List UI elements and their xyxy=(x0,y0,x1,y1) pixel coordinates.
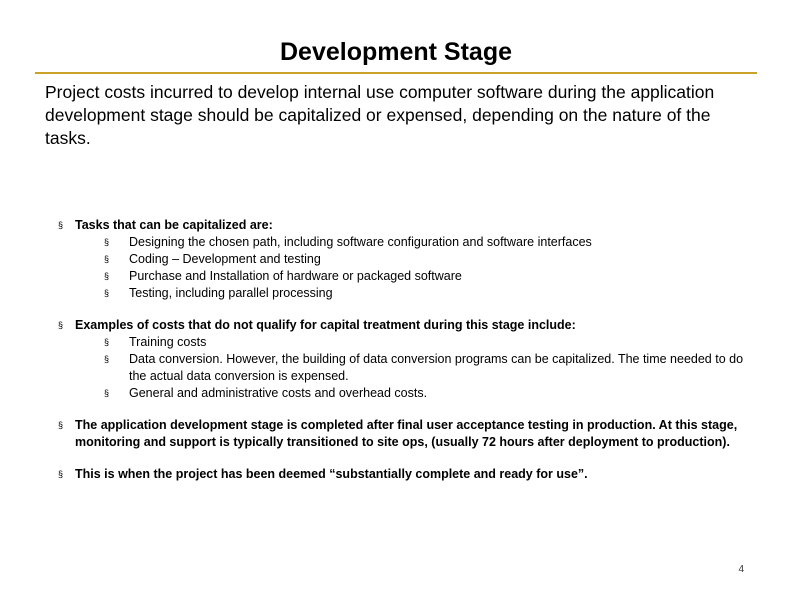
title-divider xyxy=(35,72,757,74)
sub-bullet-marker: § xyxy=(104,388,110,398)
sub-bullet-item xyxy=(104,334,748,351)
sub-bullet-item xyxy=(104,351,748,385)
sub-bullet-list xyxy=(75,234,748,302)
sub-bullet-marker: § xyxy=(104,254,110,264)
sub-bullet-item xyxy=(104,234,748,251)
bullet-item xyxy=(58,466,748,483)
sub-bullet-item xyxy=(104,385,748,402)
sub-bullet-item xyxy=(104,285,748,302)
sub-bullet-marker: § xyxy=(104,237,110,247)
bullet-text: Examples of costs that do not qualify for capital treatment during this stage include: xyxy=(75,318,576,332)
bullet-text: Tasks that can be capitalized are: xyxy=(75,218,273,232)
sub-bullet-text: General and administrative costs and overhead costs. xyxy=(129,386,428,400)
bullet-item xyxy=(58,317,748,402)
sub-bullet-item xyxy=(104,251,748,268)
sub-bullet-list xyxy=(75,334,748,402)
intro-paragraph: Project costs incurred to develop internal use computer software during the application development stage should be capitalized or expensed, depending on the nature of the tasks. xyxy=(45,82,715,148)
sub-bullet-text: Testing, including parallel processing xyxy=(129,286,333,300)
sub-bullet-marker: § xyxy=(104,337,110,347)
sub-bullet-item xyxy=(104,268,748,285)
sub-bullet-text: Training costs xyxy=(129,335,207,349)
page-number: 4 xyxy=(738,564,744,575)
sub-bullet-text: Designing the chosen path, including software configuration and software interfaces xyxy=(129,235,592,249)
bullet-marker: § xyxy=(58,320,64,330)
bullet-item xyxy=(58,217,748,302)
sub-bullet-marker: § xyxy=(104,288,110,298)
sub-bullet-text: Coding – Development and testing xyxy=(129,252,321,266)
sub-bullet-text: Data conversion. However, the building of data conversion programs can be capitalized. The time needed to do the actual data conversion is expensed. xyxy=(129,352,744,383)
sub-bullet-marker: § xyxy=(104,354,110,364)
bullet-item xyxy=(58,417,748,451)
bullet-text: The application development stage is completed after final user acceptance testing in production. At this stage, monitoring and support is typically transitioned to site ops, (usually 72 hours after deployment to production). xyxy=(75,418,738,449)
bullet-marker: § xyxy=(58,469,64,479)
slide-title: Development Stage xyxy=(279,38,512,66)
sub-bullet-marker: § xyxy=(104,271,110,281)
bullet-marker: § xyxy=(58,420,64,430)
bullet-text: This is when the project has been deemed “substantially complete and ready for use”. xyxy=(75,467,588,481)
sub-bullet-text: Purchase and Installation of hardware or packaged software xyxy=(129,269,462,283)
bullet-list xyxy=(58,217,748,483)
bullet-marker: § xyxy=(58,220,64,230)
